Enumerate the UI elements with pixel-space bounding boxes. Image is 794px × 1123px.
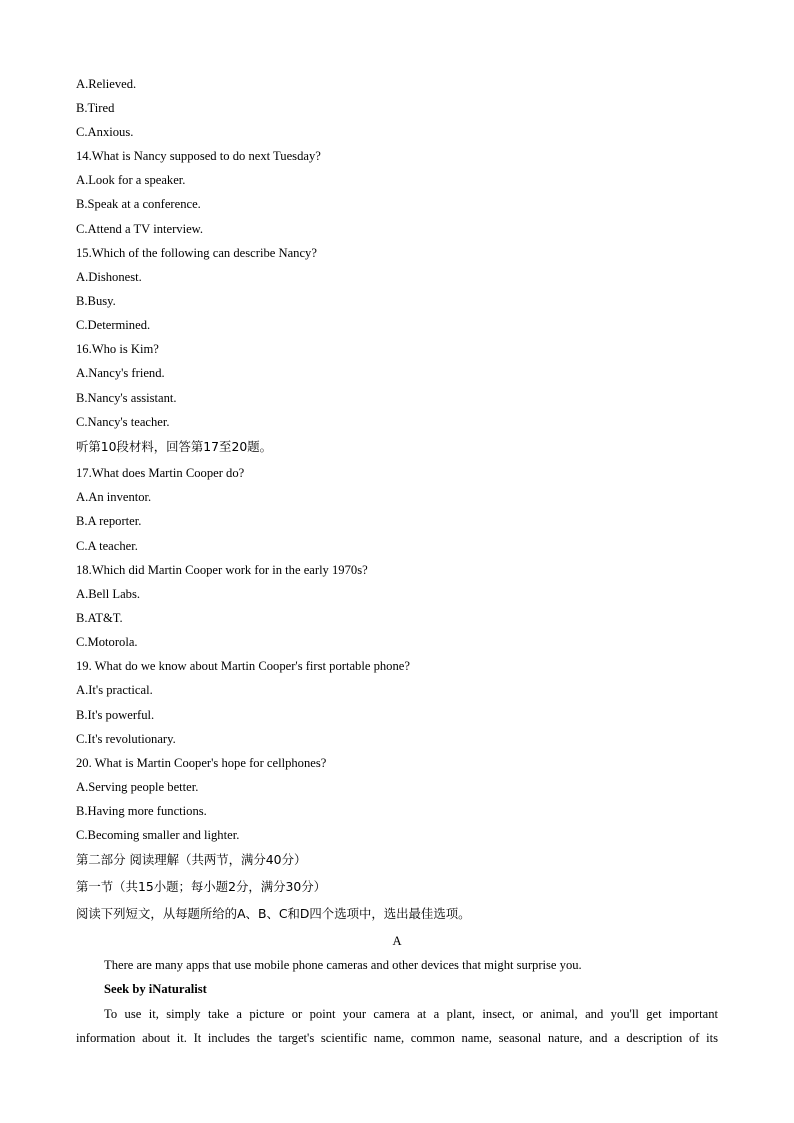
q16-question: 16.Who is Kim? [76, 342, 159, 356]
q13-option-b: B.Tired [76, 101, 115, 115]
q17-option-c: C.A teacher. [76, 539, 138, 553]
q14-option-a: A.Look for a speaker. [76, 173, 186, 187]
q17-question: 17.What does Martin Cooper do? [76, 466, 245, 480]
passage-heading: Seek by iNaturalist [104, 982, 207, 996]
q19-option-a: A.It's practical. [76, 683, 153, 697]
q15-option-a: A.Dishonest. [76, 270, 142, 284]
reading-instruction: 阅读下列短文，从每题所给的A、B、C和D四个选项中，选出最佳选项。 [76, 906, 471, 921]
q15-option-c: C.Determined. [76, 318, 151, 332]
q13-option-a: A.Relieved. [76, 77, 137, 91]
q18-option-b: B.AT&T. [76, 611, 123, 625]
q14-option-b: B.Speak at a conference. [76, 197, 201, 211]
q16-option-b: B.Nancy's assistant. [76, 391, 177, 405]
q17-option-a: A.An inventor. [76, 490, 152, 504]
q18-option-c: C.Motorola. [76, 635, 138, 649]
passage-intro: There are many apps that use mobile phone cameras and other devices that might surprise you. [104, 958, 582, 972]
q20-option-c: C.Becoming smaller and lighter. [76, 828, 240, 842]
q13-option-c: C.Anxious. [76, 125, 134, 139]
q16-option-c: C.Nancy's teacher. [76, 415, 170, 429]
q15-question: 15.Which of the following can describe Nancy? [76, 246, 317, 260]
passage-label: A [392, 934, 402, 948]
q14-question: 14.What is Nancy supposed to do next Tuesday? [76, 149, 321, 163]
instruction-section-10: 听第10段材料，回答第17至20题。 [76, 439, 272, 454]
q18-option-a: A.Bell Labs. [76, 587, 141, 601]
q20-option-a: A.Serving people better. [76, 780, 199, 794]
q20-question: 20. What is Martin Cooper's hope for cellphones? [76, 756, 327, 770]
section-one-title: 第一节（共15小题；每小题2分，满分30分） [76, 879, 327, 894]
q19-option-c: C.It's revolutionary. [76, 732, 176, 746]
q15-option-b: B.Busy. [76, 294, 116, 308]
q14-option-c: C.Attend a TV interview. [76, 222, 204, 236]
q17-option-b: B.A reporter. [76, 514, 142, 528]
q19-option-b: B.It's powerful. [76, 708, 155, 722]
part-two-title: 第二部分 阅读理解（共两节，满分40分） [76, 852, 307, 867]
passage-paragraph-line-2: information about it. It includes the target's scientific name, common name, seasonal nature, and a description of its [76, 1031, 718, 1045]
q18-question: 18.Which did Martin Cooper work for in the early 1970s? [76, 563, 368, 577]
q16-option-a: A.Nancy's friend. [76, 366, 165, 380]
q19-question: 19. What do we know about Martin Cooper's first portable phone? [76, 659, 410, 673]
q20-option-b: B.Having more functions. [76, 804, 207, 818]
passage-paragraph [76, 1002, 718, 1050]
passage-paragraph-line-1: To use it, simply take a picture or point your camera at a plant, insect, or animal, and you'll get important [104, 1007, 718, 1021]
